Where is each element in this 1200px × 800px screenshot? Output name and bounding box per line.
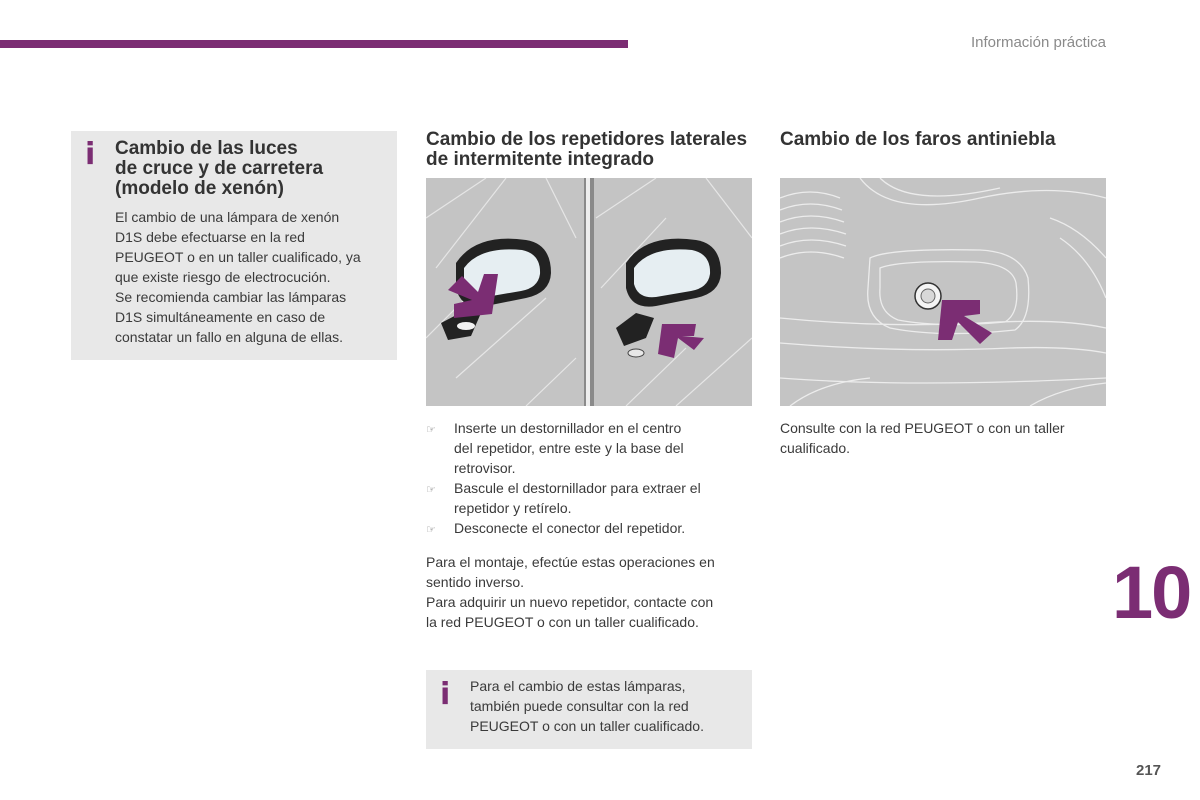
para-line: sentido inverso. [426,574,525,590]
info-icon: i [440,677,451,712]
xenon-title-line: de cruce y de carretera [115,158,324,179]
note-line: también puede consultar con la red [470,698,689,714]
section-title: Información práctica [970,34,1106,51]
note-text [470,676,748,736]
list-item [426,478,752,518]
note-line: Para el cambio de estas lámparas, [470,678,686,694]
list-item [426,418,752,478]
foglamps-text [780,418,1110,458]
hand-pointer-icon: ☞ [426,524,436,536]
para-line: Para adquirir un nuevo repetidor, contacte con [426,594,714,610]
repeaters-paragraph [426,552,756,632]
hand-pointer-icon: ☞ [426,484,436,496]
para-line: Para el montaje, efectúe estas operaciones en [426,554,715,570]
foglamps-text-line: Consulte con la red PEUGEOT o con un taller [780,420,1065,436]
repeaters-heading [426,130,766,170]
mirror-repeater-illustration [426,178,752,406]
top-accent-bar [0,40,628,48]
xenon-title-line: (modelo de xenón) [115,178,284,199]
step-line: Bascule el destornillador para extraer el [454,480,701,496]
xenon-text-line: D1S debe efectuarse en la red [115,229,305,245]
chapter-number: 10 [1112,551,1191,634]
note-line: PEUGEOT o con un taller cualificado. [470,718,704,734]
xenon-text [115,207,393,347]
step-line: del repetidor, entre este y la base del [454,440,684,456]
repeater-steps-list [426,418,752,538]
xenon-text-line: que existe riesgo de electrocución. [115,269,331,285]
fog-lamp-illustration [780,178,1106,406]
repeater-note-box [426,670,752,749]
xenon-text-line: constatar un fallo en alguna de ellas. [115,329,344,345]
xenon-text-line: D1S simultáneamente en caso de [115,309,326,325]
foglamps-heading: Cambio de los faros antiniebla [780,129,1056,150]
step-line: repetidor y retírelo. [454,500,572,516]
xenon-text-line: Se recomienda cambiar las lámparas [115,289,347,305]
step-line: retrovisor. [454,460,516,476]
hand-pointer-icon: ☞ [426,424,436,436]
step-line: Desconecte el conector del repetidor. [454,520,686,536]
page-number: 217 [1136,762,1162,779]
xenon-info-box [71,131,397,360]
repeaters-heading-line: de intermitente integrado [426,149,655,170]
para-line: la red PEUGEOT o con un taller cualificado. [426,614,699,630]
repeaters-heading-line: Cambio de los repetidores laterales [426,129,748,150]
step-line: Inserte un destornillador en el centro [454,420,682,436]
foglamps-text-line: cualificado. [780,440,851,456]
info-icon: i [85,137,96,172]
xenon-title [115,139,385,199]
xenon-title-line: Cambio de las luces [115,138,298,159]
xenon-text-line: PEUGEOT o en un taller cualificado, ya [115,249,361,265]
list-item [426,518,752,538]
xenon-text-line: El cambio de una lámpara de xenón [115,209,340,225]
